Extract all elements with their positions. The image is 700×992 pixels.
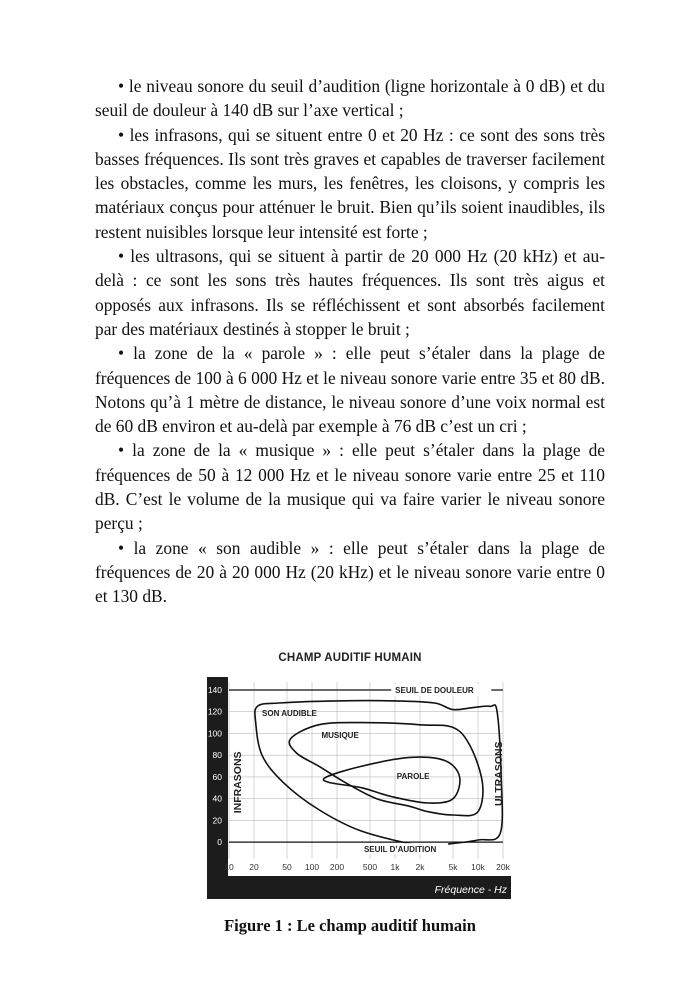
- label-musique: MUSIQUE: [321, 730, 359, 740]
- y-tick-label: 100: [207, 728, 222, 739]
- x-tick-label: 500: [362, 862, 378, 872]
- label-infrasons: INFRASONS: [232, 751, 245, 814]
- y-axis-label: dB: [195, 691, 206, 705]
- paragraph-ultrasons: • les ultrasons, qui se situent à partir de 20 000 Hz (20 kHz) et au-delà : ce sont les sons très hautes fréquences. Ils sont très aigus et opposés aux infrasons. Ils se réfléchissent et sont absorbés facilement par des matériaux destinés à stopper le bruit ;: [95, 246, 605, 339]
- x-tick-label: 200: [329, 862, 345, 872]
- paragraph-musique: • la zone de la « musique » : elle peut s’étaler dans la plage de fréquences de 50 à 12 000 Hz et le niveau sonore varie entre 25 et 110 dB. C’est le volume de la musique qui va faire varier le niveau sonore perçu ;: [95, 440, 605, 534]
- y-tick-label: 40: [212, 793, 222, 804]
- x-tick-label: 10: [224, 862, 234, 872]
- y-tick-label: 80: [212, 750, 222, 761]
- paragraph-seuils: • le niveau sonore du seuil d’audition (ligne horizontale à 0 dB) et du seuil de douleur à 140 dB sur l’axe vertical ;: [95, 76, 605, 121]
- y-tick-label: 0: [217, 837, 222, 848]
- x-axis-label: Fréquence - Hz: [434, 884, 507, 896]
- label-parole: PAROLE: [396, 772, 430, 782]
- x-tick-label: 5k: [448, 862, 458, 872]
- x-tick-label: 10k: [471, 862, 485, 872]
- x-tick-label: 1k: [390, 862, 400, 872]
- y-tick-label: 20: [212, 815, 222, 826]
- label-son-audible: SON AUDIBLE: [262, 709, 317, 719]
- paragraph-parole: • la zone de la « parole » : elle peut s’étaler dans la plage de fréquences de 100 à 6 000 Hz et le niveau sonore varie entre 35 et 80 dB. Notons qu’à 1 mètre de distance, le niveau sonore d’une voix normal est de 60 dB environ et au-delà par exemple à 76 dB c’est un cri ;: [95, 343, 605, 437]
- label-seuil-audition: SEUIL D’AUDITION: [363, 845, 437, 855]
- x-tick-label: 20: [249, 862, 259, 872]
- y-tick-label: 140: [207, 685, 222, 695]
- figure-title: CHAMP AUDITIF HUMAIN: [278, 652, 422, 664]
- label-ultrasons: ULTRASONS: [493, 741, 506, 806]
- figure-caption: Figure 1 : Le champ auditif humain: [224, 916, 476, 935]
- paragraph-son-audible: • la zone « son audible » : elle peut s’étaler dans la plage de fréquences de 20 à 20 000 Hz (20 kHz) et le niveau sonore varie entre 0 et 130 dB.: [95, 537, 605, 607]
- x-tick-label: 2k: [415, 862, 425, 872]
- x-tick-label: 50: [282, 862, 292, 872]
- y-tick-label: 60: [212, 771, 222, 782]
- paragraph-infrasons: • les infrasons, qui se situent entre 0 et 20 Hz : ce sont des sons très basses fréquences. Ils sont très graves et capables de traverser facilement les obstacles, comme les murs, les fenêtres, les cloisons, y compris les matériaux conçus pour atténuer le bruit. Bien qu’ils soient inaudibles, ils restent nuisibles lorsque leur intensité est forte ;: [95, 124, 605, 242]
- y-tick-label: 120: [207, 706, 222, 717]
- x-tick-label: 20k: [496, 862, 510, 872]
- label-seuil-douleur: SEUIL DE DOULEUR: [395, 686, 474, 695]
- x-tick-label: 100: [304, 862, 320, 872]
